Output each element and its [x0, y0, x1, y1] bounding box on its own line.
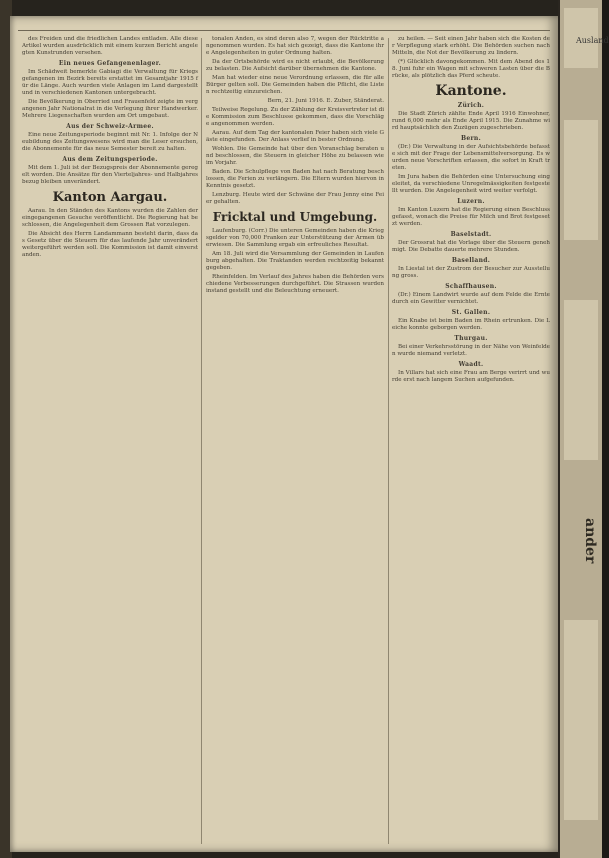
paragraph: Rheinfelden. Im Verlauf des Jahres haben die Behörden verschiedene Verbesserungen durchgeführt. Die Strassen wurden instand gestellt und die Beleuchtung erneuert.	[206, 274, 384, 294]
column-right	[392, 36, 550, 844]
section-heading-fricktal: Fricktal und Umgebung.	[212, 210, 378, 224]
column-left	[22, 36, 198, 844]
page-edge-band	[564, 620, 598, 820]
paragraph: Baden. Die Schulpflege von Baden hat nach Beratung beschlossen, die Ferien zu verlängern. Die Eltern wurden hiervon in Kenntnis gesetzt.	[206, 169, 384, 189]
subheading: Zürich.	[457, 102, 485, 109]
paragraph: Im Jura haben die Behörden eine Untersuchung eingeleitet, da verschiedene Unregelmässigkeiten festgestellt wurden. Die Angelegenheit wird weiter verfolgt.	[392, 174, 550, 194]
top-label: Ausland	[576, 36, 609, 45]
header-rule	[18, 30, 550, 31]
paragraph: In Liestal ist der Zustrom der Besucher zur Ausstellung gross.	[392, 266, 550, 279]
subheading: Waadt.	[458, 361, 484, 368]
paragraph: Die Absicht des Herrn Landammann besteht darin, dass das Gesetz über die Steuern für das laufende Jahr unverändert weitergeführt werden soll. Die Kommission ist damit einverstanden.	[22, 231, 198, 258]
column-rule	[388, 38, 389, 844]
subheading: St. Gallen.	[451, 309, 491, 316]
paragraph: Wohlen. Die Gemeinde hat über den Voranschlag beraten und beschlossen, die Steuern in gleicher Höhe zu belassen wie im Vorjahr.	[206, 146, 384, 166]
paragraph: Die Bevölkerung in Oberried und Frauenfeld zeigte im vergangenen Jahr Nationalrat in die Verlegung ihrer Handwerker. Mehrere Liegenschaften wurden am Ort umgebaut.	[22, 99, 198, 119]
edge-heading: ander	[582, 518, 598, 564]
paragraph: Man hat wieder eine neue Verordnung erlassen, die für alle Bürger gelten soll. Die Gemeinden haben die Pflicht, die Listen rechtzeitig einzureichen.	[206, 75, 384, 95]
page-edge-band	[564, 120, 598, 240]
subheading: Ein neues Gefangenenlager.	[58, 60, 162, 67]
paragraph: (Dr.) Die Verwaltung in der Aufsichtsbehörde befasste sich mit der Frage der Lebensmittelversorgung. Es wurden neue Vorschriften erlassen, die sofort in Kraft treten.	[392, 144, 550, 171]
subheading: Bern.	[460, 135, 481, 142]
paragraph: Eine neue Zeitungsperiode beginnt mit Nr. 1. Infolge der Neubildung des Zeitungswesens wird man die Leser ersuchen, die Abonnemente für das neue Semester bereit zu halten.	[22, 132, 198, 152]
column-rule	[201, 38, 202, 844]
adjacent-volume	[558, 0, 609, 858]
paragraph: Im Kanton Luzern hat die Regierung einen Beschluss gefasst, wonach die Preise für Milch und Brot festgesetzt werden.	[392, 207, 550, 227]
subheading: Luzern.	[457, 198, 485, 205]
column-middle	[206, 36, 384, 844]
paragraph: zu heilen. — Seit einen Jahr haben sich die Kosten der Verpflegung stark erhöht. Die Behörden suchen nach Mitteln, die Not der Bevölkerung zu lindern.	[392, 36, 550, 56]
page-edge-band	[564, 300, 598, 460]
paragraph: Ein Knabe ist beim Baden im Rhein ertrunken. Die Leiche konnte geborgen werden.	[392, 318, 550, 331]
paragraph: Die Stadt Zürich zählte Ende April 1916 Einwohner, rund 6,000 mehr als Ende April 1915. Die Zunahme wird hauptsächlich den Zuzügen zugeschrieben.	[392, 111, 550, 131]
paragraph: (Dr.) Einem Landwirt wurde auf dem Felde die Ernte durch ein Gewitter vernichtet.	[392, 292, 550, 305]
subheading: Aus der Schweiz-Armee.	[66, 123, 154, 130]
paragraph: Aarau. Auf dem Tag der kantonalen Feier haben sich viele Gäste eingefunden. Der Anlass verlief in bester Ordnung.	[206, 130, 384, 143]
paragraph: Der Grossrat hat die Vorlage über die Steuern genehmigt. Die Debatte dauerte mehrere Stunden.	[392, 240, 550, 253]
paragraph: Teilweise Regelung. Zu der Zählung der Kreisvertreter ist die Kommission zum Beschlusse gekommen, dass die Vorschläge angenommen werden.	[206, 107, 384, 127]
subheading: Baselland.	[451, 257, 491, 264]
signature-line: Bern, 21. Juni 1916. E. Zuber, Ständerat.	[267, 98, 384, 104]
subheading: Thurgau.	[454, 335, 488, 342]
paragraph: Aarau. In den Ständen des Kantons wurden die Zahlen der eingegangenen Gesuche veröffentlicht. Die Regierung hat beschlossen, die Angelegenheit dem Grossen Rat vorzulegen.	[22, 208, 198, 228]
paragraph: des Freiden und die friedlichen Landes entladen. Alle diese Artikel wurden ausdrücklich mit einem kurzen Bericht angelegten Kunstrunden versehen.	[22, 36, 198, 56]
paragraph: Laufenburg. (Corr.) Die unteren Gemeinden haben die Kriegsgelder von 70,000 Franken zur Unterstützung der Armen überwiesen. Die Sammlung ergab ein erfreuliches Resultat.	[206, 228, 384, 248]
paragraph: Da der Ortsbehörde wird es nicht erlaubt, die Bevölkerung zu belasten. Die Aufsicht darüber übernehmen die Kantone.	[206, 59, 384, 72]
section-heading-kantone: Kantone.	[435, 83, 507, 99]
paragraph: Im Schädweit bemerkte Gabiagi die Verwaltung für Kriegsgefangenen im Bezirk bereits erstattet im Gesamtjahr 1915 für die Länge. Auch wurden viele Anlagen im Land dargestellt und in verschiedenen Kantonen untergebracht.	[22, 69, 198, 96]
subheading: Baselstadt.	[450, 231, 492, 238]
paragraph: (*) Glücklich davongekommen. Mit dem Abend des 18. Juni fuhr ein Wagen mit schweren Lasten über die Brücke, als plötzlich das Pferd scheute.	[392, 59, 550, 79]
paragraph: Bei einer Verkehrsstörung in der Nähe von Weinfelden wurde niemand verletzt.	[392, 344, 550, 357]
subheading: Aus dem Zeitungsperiode.	[62, 156, 158, 163]
paragraph: Lenzburg. Heute wird der Schwäne der Frau Jenny eine Feier gehalten.	[206, 192, 384, 205]
subheading: Schaffhausen.	[445, 283, 497, 290]
paragraph: Am 18. Juli wird die Versammlung der Gemeinden in Laufenburg abgehalten. Die Traktanden werden rechtzeitig bekannt gegeben.	[206, 251, 384, 271]
newspaper-page	[10, 16, 558, 852]
section-heading-aargau: Kanton Aargau.	[52, 190, 168, 205]
paragraph: In Villars hat sich eine Frau am Berge verirrt und wurde erst nach langem Suchen aufgefunden.	[392, 370, 550, 383]
paragraph: Mit dem 1. Juli ist der Bezugspreis der Abonnemente geregelt worden. Die Ansätze für den Vierteljahres- und Halbjahresbezug bleiben unverändert.	[22, 165, 198, 185]
paragraph: tonalen Anden, es sind deren also 7, wegen der Rücktritte angenommen wurden. Es hat sich gezeigt, dass die Kantone ihre Angelegenheiten in guter Ordnung halten.	[206, 36, 384, 56]
